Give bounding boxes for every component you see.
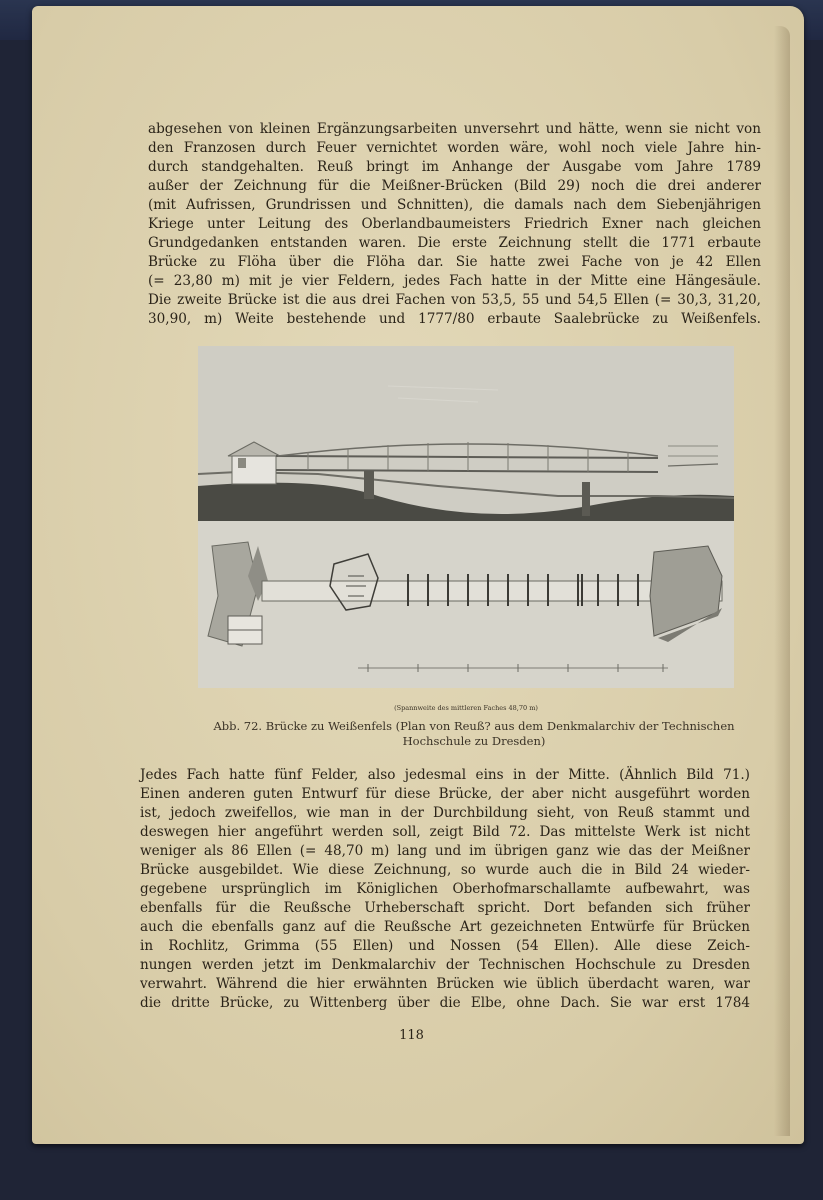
text-line: Die zweite Brücke ist die aus drei Fachen von 53,5, 55 und 54,5 Ellen (= 30,3, 31,20, — [148, 292, 761, 308]
caption-line: Hochschule zu Dresden) — [402, 734, 546, 748]
text-line: (mit Aufrissen, Grundrissen und Schnitten), die damals nach dem Siebenjährigen — [148, 197, 761, 213]
text-line: weniger als 86 Ellen (= 48,70 m) lang und im übrigen ganz wie das der Meißner — [140, 843, 750, 859]
text-line: durch standgehalten. Reuß bringt im Anhange der Ausgabe vom Jahre 1789 — [148, 159, 761, 175]
paragraph-bottom — [140, 766, 750, 1013]
text-line: Einen anderen guten Entwurf für diese Brücke, der aber nicht ausgeführt worden — [140, 786, 750, 802]
text-line: den Franzosen durch Feuer vernichtet worden wäre, wohl noch viele Jahre hin- — [148, 140, 761, 156]
text-line: Brücke ausgebildet. Wie diese Zeichnung, so wurde auch die in Bild 24 wieder- — [140, 862, 750, 878]
text-line: nungen werden jetzt im Denkmalarchiv der Technischen Hochschule zu Dresden — [140, 957, 750, 973]
bridge-elevation — [198, 346, 734, 526]
text-line: außer der Zeichnung für die Meißner-Brücken (Bild 29) noch die drei anderer — [148, 178, 761, 194]
figure-scale-note: (Spannweite des mittleren Faches 48,70 m) — [394, 704, 538, 712]
text-line: deswegen hier angeführt werden soll, zeigt Bild 72. Das mittelste Werk ist nicht — [140, 824, 750, 840]
bridge-plan-view — [198, 521, 734, 688]
text-line: ist, jedoch zweifellos, wie man in der Durchbildung sieht, von Reuß stammt und — [140, 805, 750, 821]
page-curl-shadow — [774, 26, 790, 1136]
bridge-drawing — [198, 346, 734, 688]
paragraph-top — [148, 120, 761, 329]
text-line: 30,90, m) Weite bestehende und 1777/80 erbaute Saalebrücke zu Weißenfels. — [148, 311, 761, 327]
text-line: gegebene ursprünglich im Königlichen Oberhofmarschallamte aufbewahrt, was — [140, 881, 750, 897]
text-line: (= 23,80 m) mit je vier Feldern, jedes Fach hatte in der Mitte eine Hängesäule. — [148, 273, 761, 289]
text-line: Jedes Fach hatte fünf Felder, also jedesmal eins in der Mitte. (Ähnlich Bild 71.) — [140, 767, 750, 783]
text-line: ebenfalls für die Reußsche Urheberschaft spricht. Dort befanden sich früher — [140, 900, 750, 916]
figure-caption — [210, 719, 738, 749]
text-line: Grundgedanken entstanden waren. Die erste Zeichnung stellt die 1771 erbaute — [148, 235, 761, 251]
bridge-plan-svg — [198, 346, 734, 688]
text-line: die dritte Brücke, zu Wittenberg über die Elbe, ohne Dach. Sie war erst 1784 — [140, 995, 750, 1011]
text-line: auch die ebenfalls ganz auf die Reußsche Art gezeichneten Entwürfe für Brücken — [140, 919, 750, 935]
text-line: in Rochlitz, Grimma (55 Ellen) und Nossen (54 Ellen). Alle diese Zeich- — [140, 938, 750, 954]
text-line: Brücke zu Flöha über die Flöha dar. Sie hatte zwei Fache von je 42 Ellen — [148, 254, 761, 270]
caption-line: Abb. 72. Brücke zu Weißenfels (Plan von Reuß? aus dem Denkmalarchiv der Technischen — [213, 719, 735, 733]
text-line: abgesehen von kleinen Ergänzungsarbeiten unversehrt und hätte, wenn sie nicht von — [148, 121, 761, 137]
text-line: Kriege unter Leitung des Oberlandbaumeisters Friedrich Exner nach gleichen — [148, 216, 761, 232]
page-number: 118 — [399, 1028, 424, 1043]
text-line: verwahrt. Während die hier erwähnten Brücken wie üblich überdacht waren, war — [140, 976, 750, 992]
